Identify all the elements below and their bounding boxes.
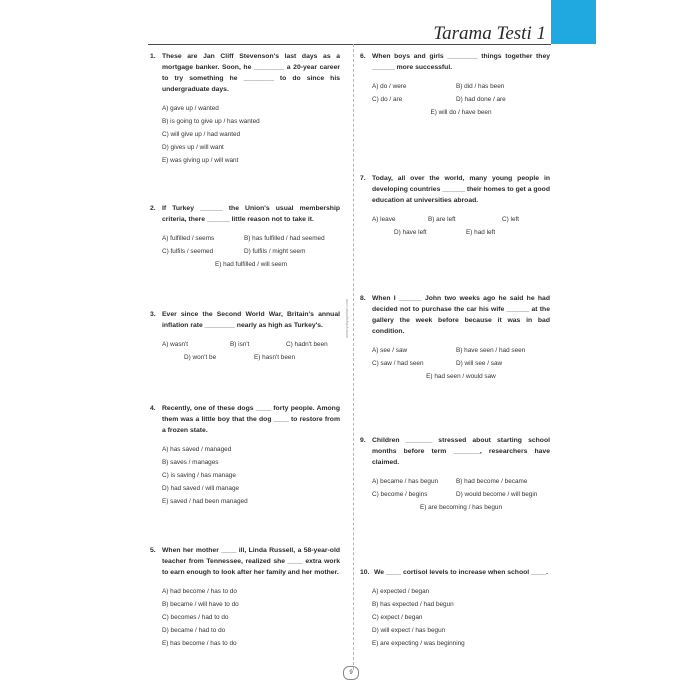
question-number: 7. — [360, 175, 366, 182]
option-d[interactable]: D) won't be — [184, 354, 217, 361]
option-e[interactable]: E) had fulfilled / will seem — [214, 261, 288, 268]
side-watermark: www.ydsyayinlari.com — [344, 298, 349, 338]
question-6 — [360, 51, 550, 119]
option-a[interactable]: A) became / has begun — [372, 478, 439, 485]
option-d[interactable]: D) fulfils / might seem — [244, 248, 306, 255]
option-b[interactable]: B) are left — [428, 216, 456, 223]
question-number: 8. — [360, 295, 366, 302]
option-d[interactable]: D) had saved / will manage — [162, 485, 240, 492]
question-text: We ____ cortisol levels to increase when school ____. — [374, 569, 549, 576]
option-a[interactable]: A) gave up / wanted — [162, 105, 219, 112]
question-text: If Turkey ______ the Union's usual membership criteria, there ______ little reason not to take it. — [162, 205, 340, 223]
options-list — [162, 443, 340, 508]
option-b[interactable]: B) is going to give up / has wanted — [162, 118, 260, 125]
option-e[interactable]: E) was giving up / will want — [162, 157, 239, 164]
options-list — [162, 585, 340, 650]
option-c[interactable]: C) fulfils / seemed — [162, 248, 214, 255]
question-number: 3. — [150, 311, 156, 318]
question-number: 9. — [360, 437, 366, 444]
question-5 — [150, 545, 340, 650]
question-number: 2. — [150, 205, 156, 212]
option-d[interactable]: D) would become / will begin — [456, 491, 538, 498]
options-list — [372, 585, 550, 650]
page-number: 9 — [343, 666, 359, 680]
question-text: When I ______ John two weeks ago he said he had decided not to purchase the car his wife ______ at the gallery the week before because it was in bad condition. — [372, 295, 550, 335]
option-a[interactable]: A) leave — [372, 216, 396, 223]
option-b[interactable]: B) became / will have to do — [162, 601, 239, 608]
question-text: These are Jan Cliff Stevenson's last days as a mortgage banker. Soon, he ________ a 20-year career to try something he ________ to do since his undergraduate days. — [162, 53, 340, 93]
header-accent-block — [551, 0, 596, 44]
option-e[interactable]: E) are expecting / was beginning — [372, 640, 465, 647]
option-b[interactable]: B) has fulfilled / had seemed — [244, 235, 325, 242]
question-text: Today, all over the world, many young people in developing countries ______ their homes to get a good education at universities abroad. — [372, 175, 550, 204]
question-2 — [150, 203, 340, 271]
option-d[interactable]: D) had done / are — [456, 96, 506, 103]
question-7 — [360, 173, 550, 239]
question-number: 5. — [150, 547, 156, 554]
option-c[interactable]: C) expect / began — [372, 614, 423, 621]
option-d[interactable]: D) gives up / will want — [162, 144, 224, 151]
question-8 — [360, 293, 550, 383]
options-list — [372, 344, 550, 383]
question-number: 4. — [150, 405, 156, 412]
option-b[interactable]: B) has expected / had begun — [372, 601, 454, 608]
option-e[interactable]: E) has become / has to do — [162, 640, 237, 647]
option-b[interactable]: B) have seen / had seen — [456, 347, 526, 354]
option-a[interactable]: A) see / saw — [372, 347, 408, 354]
options-list — [372, 475, 550, 514]
option-d[interactable]: D) became / had to do — [162, 627, 226, 634]
question-text: Ever since the Second World War, Britain's annual inflation rate ________ nearly as high as Turkey's. — [162, 311, 340, 329]
question-text: When her mother ____ ill, Linda Russell, a 58-year-old teacher from Tennessee, realized she ____ extra work to earn enough to look after her family and her mother. — [162, 547, 340, 576]
option-e[interactable]: E) saved / had been managed — [162, 498, 248, 505]
question-text: Recently, one of these dogs ____ forty people. Among them was a little boy that the dog ____ to restore from a frozen state. — [162, 405, 340, 434]
column-divider — [353, 44, 354, 670]
option-e[interactable]: E) had left — [466, 229, 496, 236]
option-a[interactable]: A) do / were — [372, 83, 407, 90]
option-d[interactable]: D) will see / saw — [456, 360, 503, 367]
option-a[interactable]: A) had become / has to do — [162, 588, 237, 595]
options-list — [372, 213, 550, 239]
option-b[interactable]: B) saves / manages — [162, 459, 219, 466]
page-title: Tarama Testi 1 — [433, 23, 546, 44]
option-e[interactable]: E) will do / have been — [430, 109, 492, 116]
option-c[interactable]: C) do / are — [372, 96, 403, 103]
question-text: When boys and girls ________ things together they ______ more successful. — [372, 53, 550, 71]
question-number: 10. — [360, 569, 370, 576]
option-c[interactable]: C) left — [502, 216, 520, 223]
options-list — [162, 338, 340, 364]
option-a[interactable]: A) expected / began — [372, 588, 430, 595]
option-e[interactable]: E) had seen / would saw — [426, 373, 496, 380]
option-c[interactable]: C) become / begins — [372, 491, 428, 498]
option-b[interactable]: B) had become / became — [456, 478, 528, 485]
option-c[interactable]: C) will give up / had wanted — [162, 131, 241, 138]
question-3 — [150, 309, 340, 364]
option-a[interactable]: A) wasn't — [162, 341, 189, 348]
option-a[interactable]: A) fulfilled / seems — [162, 235, 215, 242]
option-b[interactable]: B) did / has been — [456, 83, 505, 90]
option-e[interactable]: E) are becoming / has begun — [419, 504, 503, 511]
question-10 — [360, 567, 550, 650]
option-c[interactable]: C) hadn't been — [286, 341, 328, 348]
option-c[interactable]: C) saw / had seen — [372, 360, 424, 367]
option-c[interactable]: C) becomes / had to do — [162, 614, 229, 621]
option-a[interactable]: A) has saved / managed — [162, 446, 232, 453]
option-e[interactable]: E) hasn't been — [254, 354, 296, 361]
option-d[interactable]: D) will expect / has begun — [372, 627, 446, 634]
option-b[interactable]: B) isn't — [230, 341, 250, 348]
options-list — [162, 102, 340, 167]
option-d[interactable]: D) have left — [394, 229, 427, 236]
question-number: 1. — [150, 53, 156, 60]
option-c[interactable]: C) is saving / has manage — [162, 472, 236, 479]
question-9 — [360, 435, 550, 514]
question-text: Children _______ stressed about starting school months before term _______, researchers have claimed. — [372, 437, 550, 466]
question-1 — [150, 51, 340, 167]
question-number: 6. — [360, 53, 366, 60]
header-rule — [148, 44, 551, 45]
question-4 — [150, 403, 340, 508]
options-list — [162, 232, 340, 271]
options-list — [372, 80, 550, 119]
